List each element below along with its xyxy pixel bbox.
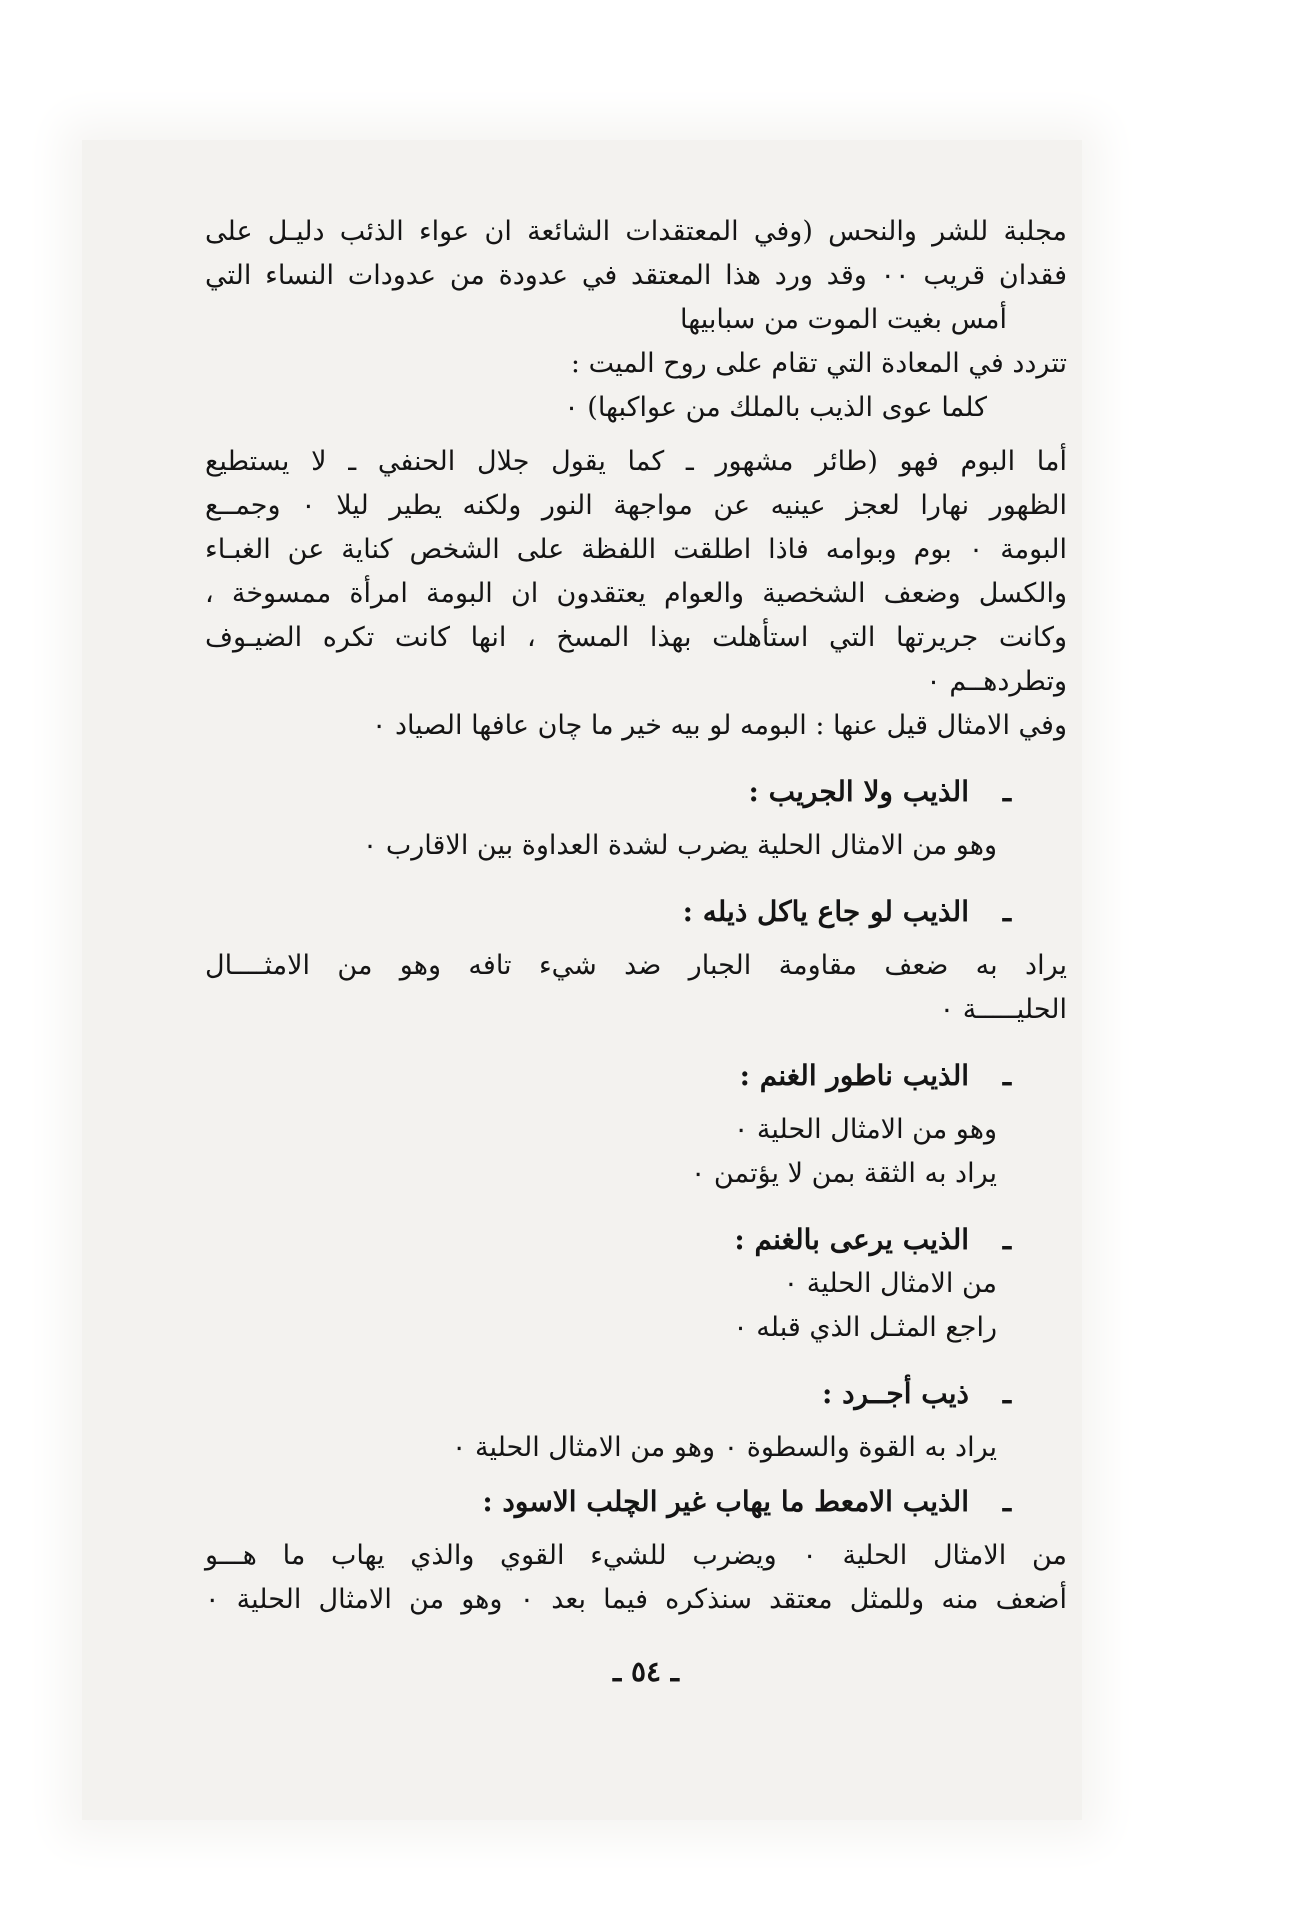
text-line: من الامثال الحلية ٠ ويضرب للشيء القوي والذي يهاب ما هـــو [205, 1540, 1068, 1571]
verse-line: كلما عوى الذيب بالملك من عواكبها) ٠ [564, 392, 987, 423]
text-line: وهو من الامثال الحلية ٠ [733, 1114, 997, 1145]
text-line: وكانت جريرتها التي استأهلت بهذا المسخ ، انها كانت تكره الضيـوف [205, 622, 1067, 653]
text-line: أضعف منه وللمثل معتقد سنذكره فيما بعد ٠ وهو من الامثال الحلية ٠ [205, 1584, 1067, 1615]
text-line: أما البوم فهو (طائر مشهور ـ كما يقول جلال الحنفي ـ لا يستطيع [205, 446, 1067, 477]
text-line: وتطردهــم ٠ [926, 666, 1067, 697]
section-heading [205, 1218, 1027, 1262]
heading-dash: ـ [1002, 1223, 1012, 1256]
section-heading [205, 1054, 1027, 1098]
section-heading [205, 1372, 1027, 1416]
section-heading [205, 770, 1027, 814]
text-line: يراد به الثقة بمن لا يؤتمن ٠ [690, 1158, 997, 1189]
text-line: من الامثال الحلية ٠ [783, 1268, 997, 1299]
heading-dash: ـ [1002, 1059, 1012, 1092]
text-line: مجلبة للشر والنحس (وفي المعتقدات الشائعة ان عواء الذئب دليـل على [205, 216, 1067, 247]
text-line: الحليـــــة ٠ [939, 994, 1067, 1025]
heading-text: الذيب لو جاع ياكل ذيله : [682, 895, 969, 928]
text-line: الظهور نهارا لعجز عينيه عن مواجهة النور ولكنه يطير ليلا ٠ وجمــع [205, 490, 1067, 521]
heading-text: الذيب ولا الجريب : [748, 775, 969, 808]
heading-dash: ـ [1002, 1485, 1012, 1518]
page-text [205, 210, 1067, 1622]
text-line: البومة ٠ بوم وبوامه فاذا اطلقت اللفظة على الشخص كناية عن الغبـاء [205, 534, 1067, 565]
heading-dash: ـ [1002, 895, 1012, 928]
text-line: وفي الامثال قيل عنها : البومه لو بيه خير ما چان عافها الصياد ٠ [371, 710, 1067, 741]
section-heading [205, 890, 1027, 934]
text-line: فقدان قريب ٠٠ وقد ورد هذا المعتقد في عدودة من عدودات النساء التي [205, 260, 1067, 291]
text-line: والكسل وضعف الشخصية والعوام يعتقدون ان البومة امرأة ممسوخة ، [205, 578, 1067, 609]
text-line: يراد به القوة والسطوة ٠ وهو من الامثال الحلية ٠ [451, 1432, 997, 1463]
heading-text: الذيب الامعط ما يهاب غير الچلب الاسود : [482, 1485, 969, 1518]
heading-dash: ـ [1002, 775, 1012, 808]
heading-text: الذيب ناطور الغنم : [739, 1059, 969, 1092]
verse-line: أمس بغيت الموت من سبابيها [680, 304, 1007, 335]
text-line: راجع المثـل الذي قبله ٠ [733, 1312, 997, 1343]
page-number: ـ ٥٤ ـ [613, 1655, 679, 1688]
heading-text: ذيب أجــرد : [822, 1377, 969, 1410]
text-line: تتردد في المعادة التي تقام على روح الميت : [570, 348, 1067, 379]
heading-text: الذيب يرعى بالغنم : [734, 1223, 969, 1256]
text-line: وهو من الامثال الحلية يضرب لشدة العداوة بين الاقارب ٠ [362, 830, 997, 861]
text-line: يراد به ضعف مقاومة الجبار ضد شيء تافه وهو من الامثــــال [205, 950, 1067, 981]
section-heading [205, 1480, 1027, 1524]
heading-dash: ـ [1002, 1377, 1012, 1410]
